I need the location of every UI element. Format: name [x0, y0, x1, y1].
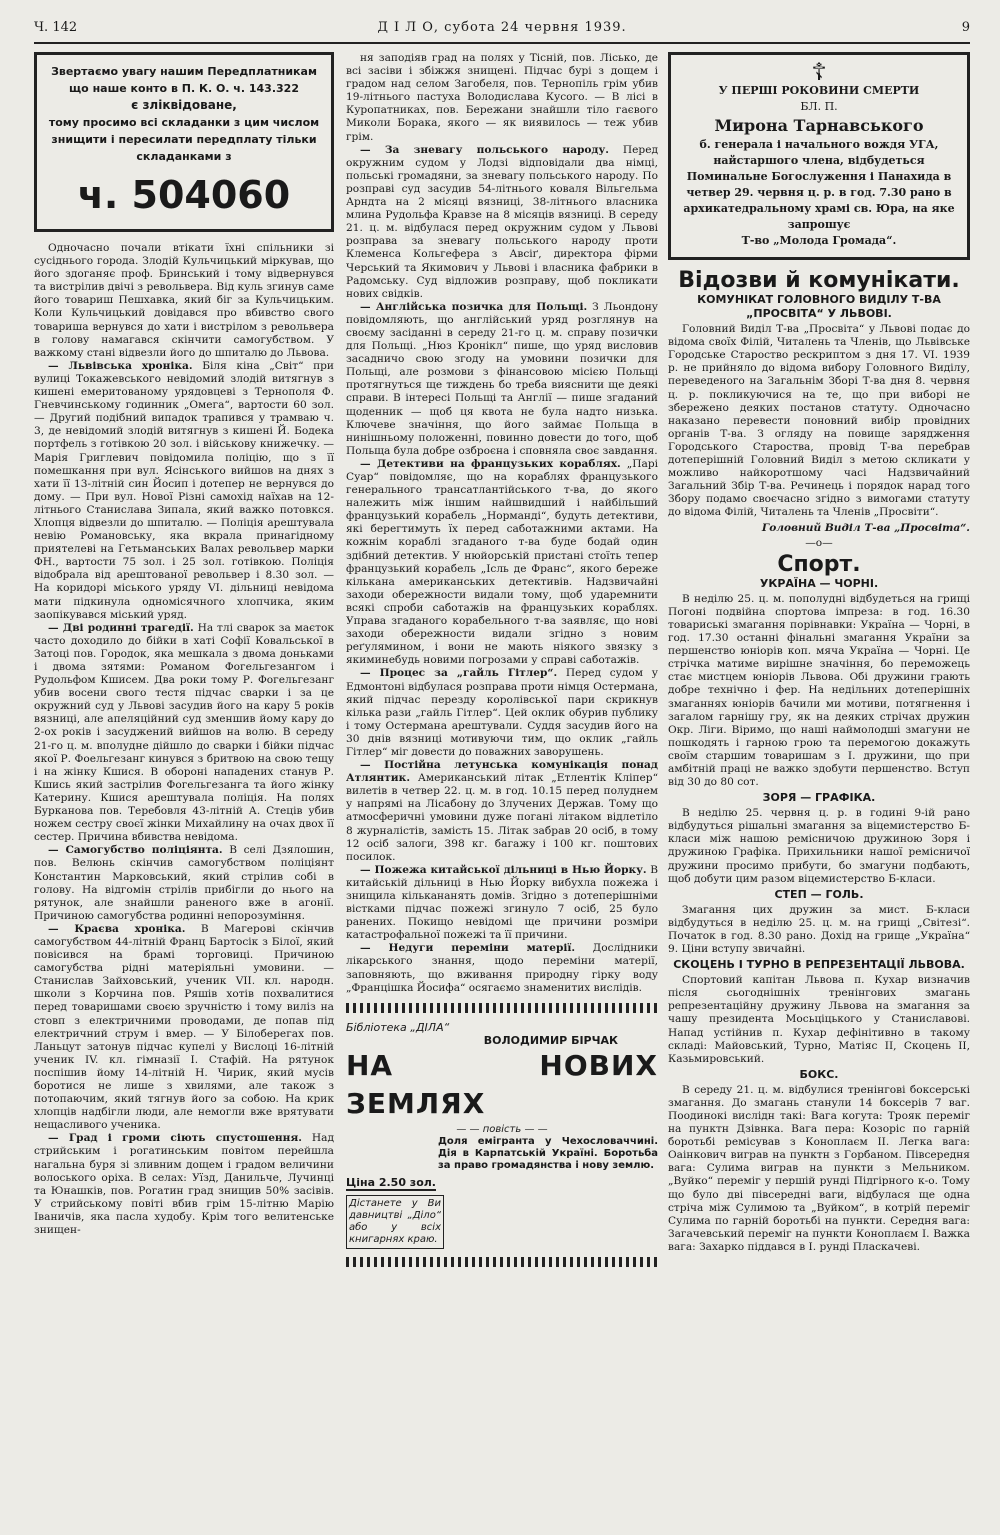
ad-availability: Дістанете у Ви давництві „Діло“ або у всіх книгарнях краю. — [346, 1195, 444, 1249]
memorial-notice — [668, 52, 970, 260]
orthodox-cross-icon: ☦ — [811, 58, 827, 86]
article-text: На тлі сварок за маєток часто доходило до бійки в хаті Софії Ковальської в Затоці пов. Городок, яка мешкала з двома доньками і двома зятями: Романом Фогельгезангом і Рудольфом Кшисем. Два роки тому Р. Фогельгезанг убив восени свого тестя підчас сварки і за це окружний суд у Львові засудив його на кару 5 років вязниці, але апеляційний суд зменшив йому кару до 2-ох років і засуджений вийшов на волю. В середу 21-го ц. м. вполудне дійшло до сварки і бійки підчас якої Р. Фоельгезанг кинувся з бритвою на свою тещу і на жінку Кшися. В обороні нападених станув Р. Кшись який застрілив Фогельгезанга та його жінку Катерину. Кшися арештувала поліція. На полях Бурканова пов. Теребовля 43-літній А. Стеців убив ножем сестру своєї жінки Михайлину на очах двох її сестер. Причина вбивства невідома. — [34, 621, 334, 844]
article-paragraph — [346, 52, 658, 144]
article-heading: — Краєва хроніка. — [48, 922, 186, 935]
article-paragraph — [346, 144, 658, 301]
article-paragraph — [34, 1132, 334, 1237]
article-paragraph — [346, 759, 658, 864]
article-paragraph — [346, 458, 658, 668]
sport-heading: УКРАЇНА — ЧОРНІ. — [759, 576, 879, 590]
article-text: В Магерові скінчив самогубством 44-літній Франц Бартосік з Білої, який повісився на брамі торговиці. Причиною самогубства рідні матеріяльні умовини. — Станислав Зайховський, ученик VII. кл. народн. школи з Корчина пов. Ряшів хотів похвалитися перед товаришами своєю зручністю і тому виліз на стовп з електричними проводами, де попав під електричний струм і вмер. — У Білоберегах пов. Ланьцут затонув підчас купелі у Вислоці 16-літній ученик IV. кл. гімназії І. Стафій. На рятунок поспішив йому 14-літній Н. Чирик, який мусів боротися не лише з хвилями, але також з потопаючим, який тягнув його за собою. На крик хлопців надбігли люди, але немогли вже врятувати нещасливого ученика. — [34, 922, 334, 1132]
ad-genre: — — повість — — — [456, 1123, 548, 1135]
sports-articles — [668, 577, 970, 1254]
page-number-right: 9 — [961, 20, 970, 35]
column-1-articles — [34, 242, 334, 1237]
ad-title: НА НОВИХ ЗЕМЛЯХ — [346, 1048, 658, 1120]
section-divider: —о— — [805, 536, 833, 549]
article-paragraph — [34, 622, 334, 845]
page-header — [34, 18, 970, 44]
ad-author: ВОЛОДИМИР БІРЧАК — [483, 1033, 618, 1047]
section-title-sport: Спорт. — [777, 551, 861, 577]
sport-heading: ЗОРЯ — ГРАФІКА. — [762, 791, 876, 805]
sport-text: Змагання цих дружин за мист. Б-класи відбудуться в неділю 25. ц. м. на грищі „Світезі“. Початок в год. 8.30 рано. Дохід на грище „Україна“ 9. Ціни вступу звичайні. — [668, 903, 970, 956]
obit-text: б. генерала і начального вождя УГА, найстаршого члена, відбудеться Поминальне Богослуження і Панахида в четвер 29. червня ц. р. в год. 7.30 рано в архикатедральному храмі св. Юра, на яке запрошує — [683, 138, 955, 231]
newspaper-title-date: Д І Л О, субота 24 червня 1939. — [377, 20, 627, 35]
article-paragraph — [346, 301, 658, 458]
obit-line-2: БЛ. П. — [800, 100, 838, 113]
communique-text: Головний Виділ Т-ва „Просвіта“ у Львові подає до відома своїх Філій, Читалень та Членів, що Львівське Городське Староство рескриптом з дня 17. VI. 1939 р. не прийняло до відома вибору Головного Виділу, переведеного на Загальнім Зборі Т-ва дня 8. червня ц. р. покликуючися на те, що при виборі не збережено деяких постанов статуту. Одночасно наказано перевести поновний вибір провідних органів Т-ва. З огляду на повище зарядження Городського Староства, провід Т-ва перебрав дотеперішній Головний Виділ з метою скликати у можливо найкоротшому часі Надзвичайний Загальний Збір Т-ва. Речинець і порядок нарад того Збору подамо своєчасно згідно з вимогами статуту до відома Філій, Читалень та Членів „Просвіти“. — [668, 323, 970, 519]
article-heading: — Самогубство поліціянта. — [48, 844, 223, 857]
page-number-left: Ч. 142 — [34, 20, 78, 35]
article-paragraph — [34, 242, 334, 360]
article-text: „Парі Суар“ повідомляє, що на кораблях французького генерального трансатлантійського т-ва, до якого належить між іншим найшвидший і найбільший французький корабель „Норманді“, будуть детективи, які берегтимуть їх перед саботажними актами. На кожнім кораблі згаданого т-ва буде бодай один здібний детектив. У нюйорській пристані стоїть тепер французький корабель „Ісль де Франс“, якого береже кількана американських детективів. Надзвичайні заходи обережности видали тому, щоб ударемнити всякі спроби саботажів на французьких кораблях. Управа згаданого корабельного т-ва заявляє, що нові заходи обережности видали згідно з новим реґулямином, і вони не мають ніякого звязку з якиминебудь новими погрозами у справі саботажів. — [346, 457, 658, 667]
section-title-appeals: Відозви й комунікати. — [678, 268, 960, 293]
article-heading: — Дві родинні трагедії. — [48, 621, 194, 634]
sport-text: Спортовий капітан Львова п. Кухар визначив після сьогоднішніх тренінгових змагань репрезентаційну дружину Львова на змагання за чашу президента Мосьціцького у Станиславові. Напад устійнив п. Кухар дефінітивно в такому складі: Майовський, Турно, Матіяс ІІ, Скоцень ІІ, Казьмировський. — [668, 974, 970, 1065]
sport-text: В середу 21. ц. м. відбулися тренінгові боксерські змагання. До змагань станули 14 боксерів 7 ваг. Поодинокі вислідн такі: Вага когута: Трояк переміг на пунктн Дзівнка. Вага пера: Козоріс по гарній боротьбі ремісував з Коноплаєм ІІ. Легка вага: Оаінкович виграв на пунктн з Горбаном. Півсередня вага: Сулима виграв на пункти з Мельником. „Вуйко“ переміг у першій рунді Підгірного к-о. Тому що було дві півсередні ваги, відбулася ще одна стріча між Сулимою та „Вуйком“, в котрій переміг Сулима по гарній боротьбі на пункти. Середня вага: Загачевський переміг на пункти Коноплаєм І. Важка вага: Захарко піддався в І. рунді Пласкачеві. — [668, 1083, 970, 1253]
ad-price: Ціна 2.50 зол. — [346, 1176, 436, 1191]
article-heading: — Пожежа китайської дільниці в Нью Йорку. — [360, 863, 647, 876]
article-paragraph — [346, 864, 658, 943]
article-text: Американський літак „Етлентік Кліпер“ вилетів в четвер 22. ц. м. в год. 10.15 перед полуднем у напрямі на Лісабону до Злучених Держав. Тому що атмосферичні умовини дуже погані літаком відлетіло 8 журналістів, замість 15. Літак забрав 20 осіб, в тому 12 осіб залоги, 398 кг. багажу і 100 кг. поштових посилок. — [346, 772, 658, 863]
article-text: ня заподіяв град на полях у Тісній, пов. Лісько, де всі засіви і збіжжя знищені. Підчас бурі з дощем і градом над селом Загобеля, пов. Тернопіль грім убив 19-літнього пастуха Володислава Кусого. — В лісі в Куропатниках, пов. Бережани знайшли тіло гаєвого Миколи Боракa, якого — як виявилось — теж убив грім. — [346, 52, 658, 143]
notice-emphasis: є зліквідоване, — [131, 98, 237, 112]
article-text: В селі Дзялошин, пов. Велюнь скінчив самогубством поліціянт Константин Марковський, який стрілив собі в голову. На відгомін стрілів прибігли до нього на рятунок, але знайшли раненого вже в агонії. Причиною самогубства родинні непорозуміння. — [34, 844, 334, 922]
sport-text: В неділю 25. ц. м. пополудні відбудеться на грищі Погоні подвійна спортова імпреза: в год. 16.30 товариські змагання порівнавки: Україна — Чорні, в год. 17.30 останні фінальні змагання України за першенство юніорів коп. мяча Україна — Чорні. Це стрічка матиме вирішне значіння, бо переможець стає мистцем юніорів Львова. Обі дружини грають добре технічно і фер. На недільних дотеперішніх змаганнях юніорів бачили ми мотиви, потягнення і загалом гарнішу гру, як на деяких стрічах дружин Окр. Ліги. Віримо, що наші наймолодші змагуни не пошкодять і гарною грою та перемогою докажуть своїм старшим товаришам з І. дружини, що при амбітній праці не важко здобути першенство. Вступ від 30 до 80 сот. — [668, 592, 970, 789]
article-heading: — Постійна летунська комунікація понад Атлянтик. — [346, 759, 658, 785]
column-1 — [34, 52, 334, 1522]
article-text: Одночасно почали втікати їхні спільники зі сусіднього города. Злодій Кульчицький міркував, що його здоганяє проф. Бринський і тому відвернувся та вистрілив двічі з револьвера. Від куль згинув саме його товариш Пешхавка, який біг за Кульчицьким. Коли Кульчицький довідався про вбивство свого товариша вернувся до хати і вистрілом з револьвера в голову намагався скінчити самогубством. У важкому стані відвезли його до шпиталю до Львова. — [34, 242, 334, 359]
communique-signature: Головний Виділ Т-ва „Просвіта“. — [761, 521, 970, 534]
article-text: Над стрийським і рогатинським повітом перейшла нагальна буря зі зливним дощем і градом величини волоського оріха. В селах: Уїзд, Данильче, Лучинці та Юнашків, пов. Рогатин град знищив 50% засівів. У стрийському повіті вбив грім 15-літню Марію Іваничів, яка пасла худобу. Крім того велитенське знищен- — [34, 1132, 334, 1237]
article-paragraph — [34, 360, 334, 622]
ad-library: Бібліотека „ДІЛА“ — [346, 1020, 450, 1034]
article-heading: — За зневагу польського народу. — [360, 143, 609, 156]
sport-heading: БОКС. — [799, 1067, 839, 1081]
communique-title: КОМУНІКАТ ГОЛОВНОГО ВИДІЛУ Т-ВА „ПРОСВІТА“ У ЛЬВОВІ. — [697, 293, 941, 321]
column-2-articles — [346, 52, 658, 995]
sport-heading: СТЕП — ГОЛЬ. — [774, 887, 864, 901]
ad-description: Доля емігранта у Чехословаччині. Дія в Карпатській Україні. Боротьба за право громадянства і нову землю. — [438, 1136, 658, 1172]
notice-line-2: тому просимо всі складанки з цим числом знищити і пересилати передплату тільки складанками з — [48, 116, 320, 163]
sport-heading: СКОЦЕНЬ І ТУРНО В РЕПРЕЗЕНТАЦІЇ ЛЬВОВА. — [673, 958, 965, 972]
article-paragraph — [346, 667, 658, 759]
article-text: Перед окружним судом у Лодзі відповідали два німці, польські громадяни, за зневагу польського народу. По розправі суд засудив 54-літнього коваля Вільгельма Арндта на 2 місяці вязниці, 38-літнього власника млина Рудольфа Кравзе на 8 місяців вязниці. В середу 21. ц. м. відбулася перед окружним судом у Львові розправа за зневагу польського народу проти Клеменса Кольгефера з Авсіґ, директора фірми Черський та Якимович у Львові і власника фабрики в Радомську. Суд відложив розправу, щоб покликати нових свідків. — [346, 143, 658, 300]
article-heading: — Англійська позичка для Польщі. — [360, 300, 588, 313]
obit-line-1: У ПЕРШІ РОКОВИНИ СМЕРТИ — [718, 84, 920, 97]
sport-text: В неділю 25. червня ц. р. в годині 9-ій рано відбудуться рішальні змагання за віцемистерство Б-класи між нашою ремісничою дружиною Зоря і дружиною Графіка. Прихильники нашої ремісничої дружини просимо прибути, бо змагуни подбають, щоб добути цим разом віцемистерство Б-класи. — [668, 807, 970, 885]
article-text: Біля кіна „Світ“ при вулиці Токажевського невідомий злодій витягнув з кишені емеритованому урядовцеві з Тернополя Ф. Гневчинському годинник „Омега“, вартости 60 зол. — Другий подібний випадок трапився у трамваю ч. 3, де невідомий злодій витягнув з кишені Й. Бодека портфель з готівкою 20 зол. і військову книжечку. — Марія Григлевич повідомила поліцію, що з її помешкання при вул. Ясінського вийшов на днях з хати її 13-літній син Йосип і дотепер не вернувся до дому. — При вул. Нової Різні самохід наїхав на 12-літнього Станислава Зипала, який важко потовкся. Хлопця відвезли до шпиталю. — Поліція арештувала невію Романовську, яка вкрала принагідному приятелеві на Гетьманських Валах револьвер марки ФН., вартости 75 зол. і 25 зол. готівкою. Поліція відобрала від арештованої револьвер і 8.30 зол. — На коридорі міського уряду VI. дільниці невідома мати підкинула одномісячного хлопчика, яким заопікувався міський уряд. — [34, 359, 334, 621]
article-heading: — Детективи на французьких кораблях. — [360, 457, 621, 470]
article-text: Перед судом у Едмонтоні відбулася розправа проти німця Остермана, який підчас перезду королівської пари скрикнув кілька рази „гайль Гітлер“. Цей оклик обурив публику і тому Остермана арештували. Суддя засудив його на 30 днів вязниці мотивуючи тим, що оклик „гайль Гітлер“ міг довести до поважних заворушень. — [346, 667, 658, 758]
article-heading: — Процес за „гайль Гітлер“. — [360, 667, 558, 680]
article-text: В китайській дільниці в Нью Йорку вибухла пожежа і знищила кількананять домів. Згідно з дотеперішніми вістками підчас пожежі згинуло 7 осіб, 25 було ранених. Покищо невідомі ще причини розміри катастрофальної пожежі та її причини. — [346, 863, 658, 942]
notice-account-number: ч. 504060 — [77, 173, 291, 217]
article-paragraph — [34, 923, 334, 1133]
article-heading: — Львівська хроніка. — [48, 359, 193, 372]
notice-line-1: Звертаємо увагу нашим Передплатникам що наше конто в П. К. О. ч. 143.322 — [51, 65, 317, 95]
obit-name: Мирона Тарнавського — [714, 116, 924, 135]
article-text: З Льондону повідомляють, що англійський уряд розглянув на своєму засіданні в середу 21-го ц. м. справу позички для Польщі. „Нюз Кронікл“ пише, що уряд висловив засадничо свою згоду на умовини позички для Польщі, але розмови з фінансовою місією Польщі протягнуться ще тиждень бо треба вияснити ще деякі справи. В інтересі Польщі та Англії — пише згаданий щоденник — щоб ця квота не була надто низька. Ключеве значіння, що його займає Польща в нинішньому положенні, повинно довести до того, щоб Польща була добре озброєна і сповняла своє завдання. — [346, 300, 658, 457]
obit-signature: Т-во „Молода Громада“. — [741, 234, 897, 247]
book-advertisement — [346, 1021, 658, 1249]
ornament-divider-bottom — [346, 1257, 658, 1267]
column-3 — [668, 52, 970, 1522]
subscriber-notice — [34, 52, 334, 232]
article-heading: — Недуги переміни матерії. — [360, 942, 576, 955]
article-text: Дослідники лікарського знання, щодо переміни матерії, заповняють, що вживання природну гірку воду „Францішка Йосифа“ осягаємо знаменитих вислідів. — [346, 942, 658, 994]
article-paragraph — [346, 942, 658, 994]
article-paragraph — [34, 844, 334, 923]
article-heading: — Град і громи сіють спустошення. — [48, 1132, 302, 1145]
ornament-divider — [346, 1003, 658, 1013]
column-2 — [346, 52, 658, 1522]
